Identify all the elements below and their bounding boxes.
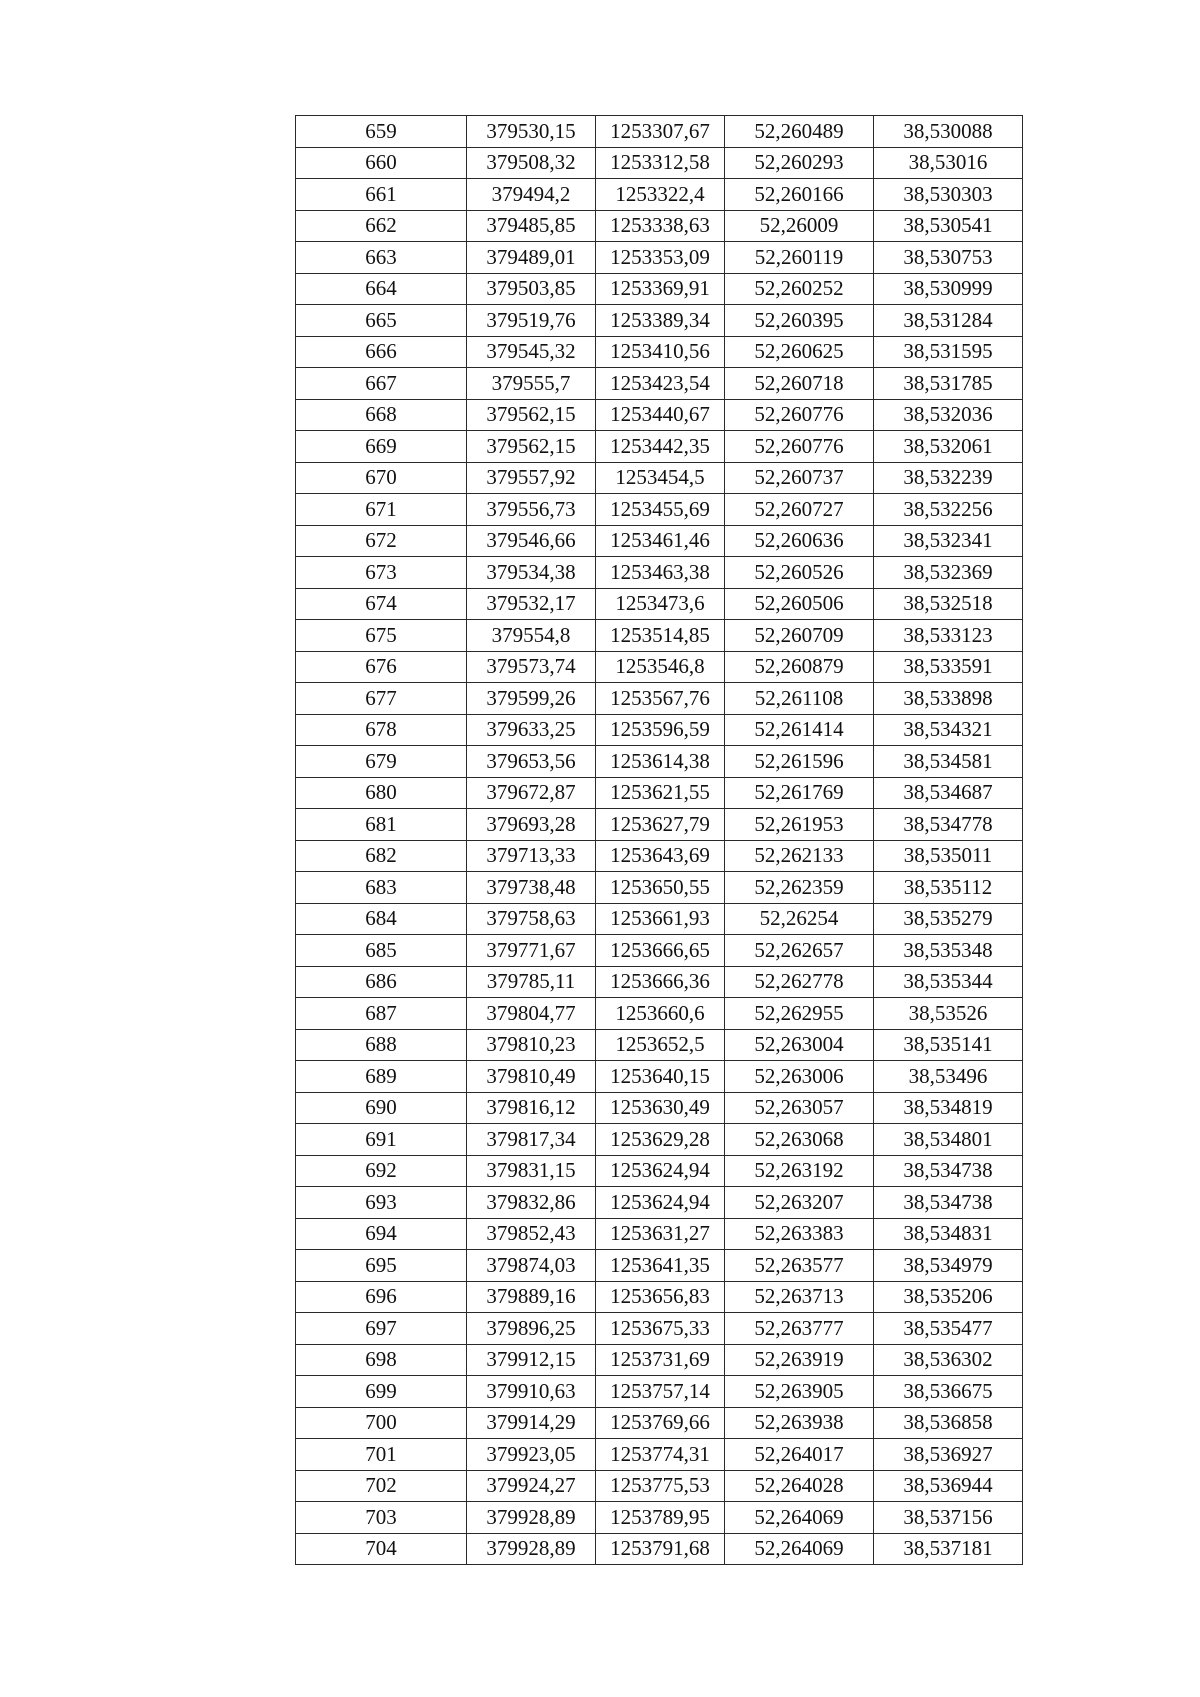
longitude-cell: 38,535206 — [874, 1281, 1023, 1313]
x-coordinate-cell: 379738,48 — [467, 872, 596, 904]
latitude-cell: 52,263905 — [725, 1376, 874, 1408]
longitude-cell: 38,534819 — [874, 1092, 1023, 1124]
y-coordinate-cell: 1253641,35 — [596, 1250, 725, 1282]
y-coordinate-cell: 1253455,69 — [596, 494, 725, 526]
longitude-cell: 38,530541 — [874, 210, 1023, 242]
y-coordinate-cell: 1253353,09 — [596, 242, 725, 274]
latitude-cell: 52,260395 — [725, 305, 874, 337]
longitude-cell: 38,531785 — [874, 368, 1023, 400]
point-number-cell: 702 — [296, 1470, 467, 1502]
longitude-cell: 38,534321 — [874, 714, 1023, 746]
y-coordinate-cell: 1253757,14 — [596, 1376, 725, 1408]
y-coordinate-cell: 1253731,69 — [596, 1344, 725, 1376]
longitude-cell: 38,533591 — [874, 651, 1023, 683]
y-coordinate-cell: 1253666,36 — [596, 966, 725, 998]
x-coordinate-cell: 379503,85 — [467, 273, 596, 305]
y-coordinate-cell: 1253624,94 — [596, 1155, 725, 1187]
latitude-cell: 52,262778 — [725, 966, 874, 998]
latitude-cell: 52,264069 — [725, 1502, 874, 1534]
longitude-cell: 38,531284 — [874, 305, 1023, 337]
latitude-cell: 52,263006 — [725, 1061, 874, 1093]
y-coordinate-cell: 1253546,8 — [596, 651, 725, 683]
x-coordinate-cell: 379534,38 — [467, 557, 596, 589]
longitude-cell: 38,534687 — [874, 777, 1023, 809]
table-row — [296, 1092, 1023, 1124]
point-number-cell: 672 — [296, 525, 467, 557]
point-number-cell: 668 — [296, 399, 467, 431]
y-coordinate-cell: 1253643,69 — [596, 840, 725, 872]
point-number-cell: 685 — [296, 935, 467, 967]
table-row — [296, 777, 1023, 809]
y-coordinate-cell: 1253454,5 — [596, 462, 725, 494]
point-number-cell: 701 — [296, 1439, 467, 1471]
longitude-cell: 38,532256 — [874, 494, 1023, 526]
table-row — [296, 809, 1023, 841]
latitude-cell: 52,263068 — [725, 1124, 874, 1156]
y-coordinate-cell: 1253666,65 — [596, 935, 725, 967]
x-coordinate-cell: 379912,15 — [467, 1344, 596, 1376]
x-coordinate-cell: 379545,32 — [467, 336, 596, 368]
table-row — [296, 210, 1023, 242]
y-coordinate-cell: 1253627,79 — [596, 809, 725, 841]
table-row — [296, 746, 1023, 778]
longitude-cell: 38,534738 — [874, 1187, 1023, 1219]
longitude-cell: 38,534831 — [874, 1218, 1023, 1250]
y-coordinate-cell: 1253614,38 — [596, 746, 725, 778]
point-number-cell: 684 — [296, 903, 467, 935]
y-coordinate-cell: 1253567,76 — [596, 683, 725, 715]
y-coordinate-cell: 1253440,67 — [596, 399, 725, 431]
latitude-cell: 52,260636 — [725, 525, 874, 557]
table-row — [296, 588, 1023, 620]
y-coordinate-cell: 1253630,49 — [596, 1092, 725, 1124]
latitude-cell: 52,261953 — [725, 809, 874, 841]
y-coordinate-cell: 1253322,4 — [596, 179, 725, 211]
latitude-cell: 52,263192 — [725, 1155, 874, 1187]
table-row — [296, 179, 1023, 211]
point-number-cell: 693 — [296, 1187, 467, 1219]
point-number-cell: 679 — [296, 746, 467, 778]
y-coordinate-cell: 1253660,6 — [596, 998, 725, 1030]
table-row — [296, 1029, 1023, 1061]
latitude-cell: 52,260718 — [725, 368, 874, 400]
x-coordinate-cell: 379530,15 — [467, 116, 596, 148]
latitude-cell: 52,26254 — [725, 903, 874, 935]
table-row — [296, 336, 1023, 368]
table-row — [296, 935, 1023, 967]
table-row — [296, 399, 1023, 431]
longitude-cell: 38,533898 — [874, 683, 1023, 715]
longitude-cell: 38,530999 — [874, 273, 1023, 305]
latitude-cell: 52,260727 — [725, 494, 874, 526]
latitude-cell: 52,263713 — [725, 1281, 874, 1313]
longitude-cell: 38,53496 — [874, 1061, 1023, 1093]
point-number-cell: 700 — [296, 1407, 467, 1439]
point-number-cell: 687 — [296, 998, 467, 1030]
y-coordinate-cell: 1253775,53 — [596, 1470, 725, 1502]
table-row — [296, 1187, 1023, 1219]
table-row — [296, 1470, 1023, 1502]
longitude-cell: 38,532061 — [874, 431, 1023, 463]
y-coordinate-cell: 1253675,33 — [596, 1313, 725, 1345]
y-coordinate-cell: 1253769,66 — [596, 1407, 725, 1439]
longitude-cell: 38,534801 — [874, 1124, 1023, 1156]
longitude-cell: 38,534979 — [874, 1250, 1023, 1282]
y-coordinate-cell: 1253423,54 — [596, 368, 725, 400]
point-number-cell: 665 — [296, 305, 467, 337]
table-row — [296, 1155, 1023, 1187]
longitude-cell: 38,536927 — [874, 1439, 1023, 1471]
latitude-cell: 52,260879 — [725, 651, 874, 683]
latitude-cell: 52,261596 — [725, 746, 874, 778]
table-row — [296, 1250, 1023, 1282]
table-row — [296, 116, 1023, 148]
latitude-cell: 52,263919 — [725, 1344, 874, 1376]
longitude-cell: 38,536302 — [874, 1344, 1023, 1376]
latitude-cell: 52,260737 — [725, 462, 874, 494]
latitude-cell: 52,264069 — [725, 1533, 874, 1565]
table-row — [296, 305, 1023, 337]
x-coordinate-cell: 379910,63 — [467, 1376, 596, 1408]
table-row — [296, 273, 1023, 305]
table-row — [296, 1407, 1023, 1439]
longitude-cell: 38,535141 — [874, 1029, 1023, 1061]
x-coordinate-cell: 379485,85 — [467, 210, 596, 242]
x-coordinate-cell: 379852,43 — [467, 1218, 596, 1250]
x-coordinate-cell: 379489,01 — [467, 242, 596, 274]
point-number-cell: 675 — [296, 620, 467, 652]
point-number-cell: 696 — [296, 1281, 467, 1313]
latitude-cell: 52,260526 — [725, 557, 874, 589]
longitude-cell: 38,532341 — [874, 525, 1023, 557]
table-row — [296, 840, 1023, 872]
latitude-cell: 52,260252 — [725, 273, 874, 305]
point-number-cell: 669 — [296, 431, 467, 463]
y-coordinate-cell: 1253307,67 — [596, 116, 725, 148]
point-number-cell: 676 — [296, 651, 467, 683]
longitude-cell: 38,536675 — [874, 1376, 1023, 1408]
point-number-cell: 659 — [296, 116, 467, 148]
x-coordinate-cell: 379633,25 — [467, 714, 596, 746]
y-coordinate-cell: 1253621,55 — [596, 777, 725, 809]
point-number-cell: 682 — [296, 840, 467, 872]
latitude-cell: 52,260293 — [725, 147, 874, 179]
x-coordinate-cell: 379831,15 — [467, 1155, 596, 1187]
x-coordinate-cell: 379546,66 — [467, 525, 596, 557]
point-number-cell: 699 — [296, 1376, 467, 1408]
longitude-cell: 38,530753 — [874, 242, 1023, 274]
y-coordinate-cell: 1253650,55 — [596, 872, 725, 904]
y-coordinate-cell: 1253312,58 — [596, 147, 725, 179]
point-number-cell: 663 — [296, 242, 467, 274]
longitude-cell: 38,534738 — [874, 1155, 1023, 1187]
x-coordinate-cell: 379810,23 — [467, 1029, 596, 1061]
longitude-cell: 38,531595 — [874, 336, 1023, 368]
point-number-cell: 692 — [296, 1155, 467, 1187]
point-number-cell: 674 — [296, 588, 467, 620]
table-row — [296, 1502, 1023, 1534]
x-coordinate-cell: 379914,29 — [467, 1407, 596, 1439]
point-number-cell: 667 — [296, 368, 467, 400]
point-number-cell: 703 — [296, 1502, 467, 1534]
point-number-cell: 691 — [296, 1124, 467, 1156]
point-number-cell: 681 — [296, 809, 467, 841]
latitude-cell: 52,263004 — [725, 1029, 874, 1061]
point-number-cell: 697 — [296, 1313, 467, 1345]
point-number-cell: 660 — [296, 147, 467, 179]
point-number-cell: 661 — [296, 179, 467, 211]
table-row — [296, 998, 1023, 1030]
longitude-cell: 38,530088 — [874, 116, 1023, 148]
x-coordinate-cell: 379889,16 — [467, 1281, 596, 1313]
y-coordinate-cell: 1253338,63 — [596, 210, 725, 242]
x-coordinate-cell: 379557,92 — [467, 462, 596, 494]
x-coordinate-cell: 379923,05 — [467, 1439, 596, 1471]
point-number-cell: 688 — [296, 1029, 467, 1061]
longitude-cell: 38,536944 — [874, 1470, 1023, 1502]
y-coordinate-cell: 1253791,68 — [596, 1533, 725, 1565]
latitude-cell: 52,260709 — [725, 620, 874, 652]
table-row — [296, 714, 1023, 746]
x-coordinate-cell: 379771,67 — [467, 935, 596, 967]
y-coordinate-cell: 1253661,93 — [596, 903, 725, 935]
x-coordinate-cell: 379573,74 — [467, 651, 596, 683]
x-coordinate-cell: 379817,34 — [467, 1124, 596, 1156]
table-row — [296, 1439, 1023, 1471]
point-number-cell: 686 — [296, 966, 467, 998]
longitude-cell: 38,533123 — [874, 620, 1023, 652]
x-coordinate-cell: 379494,2 — [467, 179, 596, 211]
x-coordinate-cell: 379832,86 — [467, 1187, 596, 1219]
table-row — [296, 525, 1023, 557]
table-row — [296, 368, 1023, 400]
x-coordinate-cell: 379928,89 — [467, 1533, 596, 1565]
latitude-cell: 52,262133 — [725, 840, 874, 872]
x-coordinate-cell: 379554,8 — [467, 620, 596, 652]
point-number-cell: 698 — [296, 1344, 467, 1376]
longitude-cell: 38,535011 — [874, 840, 1023, 872]
table-row — [296, 1313, 1023, 1345]
latitude-cell: 52,260489 — [725, 116, 874, 148]
point-number-cell: 690 — [296, 1092, 467, 1124]
x-coordinate-cell: 379599,26 — [467, 683, 596, 715]
table-row — [296, 1218, 1023, 1250]
longitude-cell: 38,535112 — [874, 872, 1023, 904]
point-number-cell: 664 — [296, 273, 467, 305]
y-coordinate-cell: 1253652,5 — [596, 1029, 725, 1061]
table-row — [296, 1533, 1023, 1565]
latitude-cell: 52,264017 — [725, 1439, 874, 1471]
table-row — [296, 147, 1023, 179]
x-coordinate-cell: 379562,15 — [467, 431, 596, 463]
table-row — [296, 872, 1023, 904]
y-coordinate-cell: 1253624,94 — [596, 1187, 725, 1219]
point-number-cell: 677 — [296, 683, 467, 715]
longitude-cell: 38,534778 — [874, 809, 1023, 841]
latitude-cell: 52,262359 — [725, 872, 874, 904]
point-number-cell: 671 — [296, 494, 467, 526]
table-row — [296, 683, 1023, 715]
x-coordinate-cell: 379562,15 — [467, 399, 596, 431]
table-row — [296, 620, 1023, 652]
longitude-cell: 38,537156 — [874, 1502, 1023, 1534]
y-coordinate-cell: 1253656,83 — [596, 1281, 725, 1313]
longitude-cell: 38,53526 — [874, 998, 1023, 1030]
latitude-cell: 52,264028 — [725, 1470, 874, 1502]
point-number-cell: 689 — [296, 1061, 467, 1093]
latitude-cell: 52,260776 — [725, 431, 874, 463]
table-row — [296, 557, 1023, 589]
longitude-cell: 38,535279 — [874, 903, 1023, 935]
x-coordinate-cell: 379653,56 — [467, 746, 596, 778]
y-coordinate-cell: 1253473,6 — [596, 588, 725, 620]
x-coordinate-cell: 379816,12 — [467, 1092, 596, 1124]
y-coordinate-cell: 1253629,28 — [596, 1124, 725, 1156]
longitude-cell: 38,532239 — [874, 462, 1023, 494]
latitude-cell: 52,263207 — [725, 1187, 874, 1219]
coordinates-table — [295, 115, 1023, 1565]
y-coordinate-cell: 1253596,59 — [596, 714, 725, 746]
y-coordinate-cell: 1253789,95 — [596, 1502, 725, 1534]
point-number-cell: 683 — [296, 872, 467, 904]
x-coordinate-cell: 379896,25 — [467, 1313, 596, 1345]
point-number-cell: 704 — [296, 1533, 467, 1565]
table-row — [296, 651, 1023, 683]
latitude-cell: 52,263577 — [725, 1250, 874, 1282]
table-row — [296, 1124, 1023, 1156]
y-coordinate-cell: 1253442,35 — [596, 431, 725, 463]
latitude-cell: 52,261769 — [725, 777, 874, 809]
table-row — [296, 1376, 1023, 1408]
y-coordinate-cell: 1253461,46 — [596, 525, 725, 557]
point-number-cell: 695 — [296, 1250, 467, 1282]
table-row — [296, 966, 1023, 998]
latitude-cell: 52,260776 — [725, 399, 874, 431]
point-number-cell: 666 — [296, 336, 467, 368]
latitude-cell: 52,260506 — [725, 588, 874, 620]
table-row — [296, 903, 1023, 935]
latitude-cell: 52,260625 — [725, 336, 874, 368]
x-coordinate-cell: 379758,63 — [467, 903, 596, 935]
latitude-cell: 52,260166 — [725, 179, 874, 211]
table-row — [296, 1061, 1023, 1093]
x-coordinate-cell: 379508,32 — [467, 147, 596, 179]
y-coordinate-cell: 1253410,56 — [596, 336, 725, 368]
x-coordinate-cell: 379874,03 — [467, 1250, 596, 1282]
latitude-cell: 52,263777 — [725, 1313, 874, 1345]
table-row — [296, 462, 1023, 494]
y-coordinate-cell: 1253463,38 — [596, 557, 725, 589]
longitude-cell: 38,532518 — [874, 588, 1023, 620]
longitude-cell: 38,536858 — [874, 1407, 1023, 1439]
point-number-cell: 678 — [296, 714, 467, 746]
longitude-cell: 38,530303 — [874, 179, 1023, 211]
latitude-cell: 52,260119 — [725, 242, 874, 274]
point-number-cell: 670 — [296, 462, 467, 494]
x-coordinate-cell: 379672,87 — [467, 777, 596, 809]
longitude-cell: 38,532369 — [874, 557, 1023, 589]
table-row — [296, 431, 1023, 463]
y-coordinate-cell: 1253640,15 — [596, 1061, 725, 1093]
x-coordinate-cell: 379928,89 — [467, 1502, 596, 1534]
table-row — [296, 242, 1023, 274]
x-coordinate-cell: 379532,17 — [467, 588, 596, 620]
y-coordinate-cell: 1253774,31 — [596, 1439, 725, 1471]
x-coordinate-cell: 379713,33 — [467, 840, 596, 872]
x-coordinate-cell: 379556,73 — [467, 494, 596, 526]
longitude-cell: 38,535348 — [874, 935, 1023, 967]
x-coordinate-cell: 379785,11 — [467, 966, 596, 998]
table-row — [296, 494, 1023, 526]
x-coordinate-cell: 379519,76 — [467, 305, 596, 337]
point-number-cell: 662 — [296, 210, 467, 242]
longitude-cell: 38,534581 — [874, 746, 1023, 778]
point-number-cell: 680 — [296, 777, 467, 809]
longitude-cell: 38,535477 — [874, 1313, 1023, 1345]
coordinates-table-body — [296, 116, 1023, 1565]
latitude-cell: 52,263938 — [725, 1407, 874, 1439]
point-number-cell: 673 — [296, 557, 467, 589]
y-coordinate-cell: 1253631,27 — [596, 1218, 725, 1250]
longitude-cell: 38,537181 — [874, 1533, 1023, 1565]
x-coordinate-cell: 379693,28 — [467, 809, 596, 841]
table-row — [296, 1281, 1023, 1313]
longitude-cell: 38,53016 — [874, 147, 1023, 179]
latitude-cell: 52,26009 — [725, 210, 874, 242]
x-coordinate-cell: 379804,77 — [467, 998, 596, 1030]
x-coordinate-cell: 379555,7 — [467, 368, 596, 400]
latitude-cell: 52,261108 — [725, 683, 874, 715]
x-coordinate-cell: 379810,49 — [467, 1061, 596, 1093]
point-number-cell: 694 — [296, 1218, 467, 1250]
table-row — [296, 1344, 1023, 1376]
y-coordinate-cell: 1253369,91 — [596, 273, 725, 305]
latitude-cell: 52,262657 — [725, 935, 874, 967]
y-coordinate-cell: 1253389,34 — [596, 305, 725, 337]
latitude-cell: 52,263383 — [725, 1218, 874, 1250]
longitude-cell: 38,532036 — [874, 399, 1023, 431]
latitude-cell: 52,261414 — [725, 714, 874, 746]
y-coordinate-cell: 1253514,85 — [596, 620, 725, 652]
latitude-cell: 52,263057 — [725, 1092, 874, 1124]
latitude-cell: 52,262955 — [725, 998, 874, 1030]
longitude-cell: 38,535344 — [874, 966, 1023, 998]
x-coordinate-cell: 379924,27 — [467, 1470, 596, 1502]
